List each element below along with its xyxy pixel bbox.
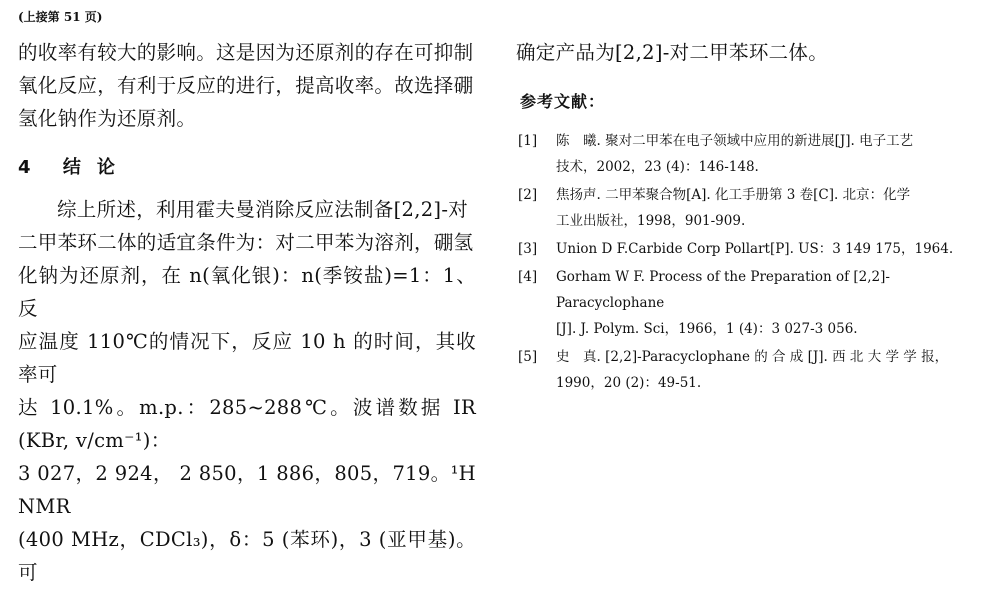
reference-item: [516, 128, 982, 180]
reference-number: [2]: [518, 187, 538, 203]
text-line: 确定产品为[2,2]-对二甲苯环二体。: [516, 41, 829, 64]
section-title: [63, 157, 131, 178]
paragraph-reducing-agent: [18, 36, 476, 135]
text-line: 3 027，2 924， 2 850，1 886，805，719。¹H NMR: [18, 462, 476, 518]
reference-line: 史 真. [2,2]-Paracyclophane 的 合 成 [J]. 西 北 大 学 学 报，: [556, 349, 949, 365]
references-list: [516, 128, 982, 396]
left-column: [18, 36, 476, 589]
section-title-char: 论: [96, 157, 117, 178]
paragraph-conclusion: [18, 193, 476, 589]
text-line: 二甲苯环二体的适宜条件为：对二甲苯为溶剂，硼氢: [18, 231, 474, 254]
text-line: 氧化反应，有利于反应的进行，提高收率。故选择硼: [18, 74, 474, 97]
reference-line: 陈 曦. 聚对二甲苯在电子领域中应用的新进展[J]. 电子工艺: [556, 133, 914, 149]
reference-line: 技术，2002，23 (4)：146-148.: [556, 159, 759, 175]
reference-number: [5]: [518, 349, 538, 365]
right-column: [516, 36, 982, 398]
reference-text: [556, 182, 982, 234]
section-heading-conclusion: [18, 153, 476, 179]
reference-line: 工业出版社，1998，901-909.: [556, 213, 746, 229]
reference-line: Union D F.Carbide Corp Pollart[P]. US：3 149 175，1964.: [556, 241, 954, 257]
reference-line: 1990，20 (2)：49-51.: [556, 375, 702, 391]
reference-number: [1]: [518, 133, 538, 149]
text-line: (400 MHz，CDCl₃)，δ：5 (苯环)，3 (亚甲基)。可: [18, 528, 476, 584]
reference-text: [556, 236, 982, 262]
reference-item: [516, 264, 982, 342]
references-heading: 参考文献：: [520, 92, 606, 111]
paragraph-product-confirmation: [516, 36, 982, 69]
text-line: 氢化钠作为还原剂。: [18, 107, 197, 130]
reference-number: [4]: [518, 269, 538, 285]
text-line: 达 10.1%。m.p.：285~288℃。波谱数据 IR (KBr, v/cm⁻¹)：: [18, 396, 476, 452]
continuation-note: (上接第 51 页): [18, 10, 103, 24]
reference-line: 焦扬声. 二甲苯聚合物[A]. 化工手册第 3 卷[C]. 北京：化学: [556, 187, 911, 203]
text-line: 的收率有较大的影响。这是因为还原剂的存在可抑制: [18, 41, 474, 64]
reference-item: [516, 182, 982, 234]
text-line: 综上所述，利用霍夫曼消除反应法制备[2,2]-对: [57, 198, 469, 221]
section-title-char: 结: [62, 157, 83, 178]
reference-text: [556, 344, 982, 396]
reference-number: [3]: [518, 241, 538, 257]
reference-line: [J]. J. Polym. Sci，1966，1 (4)：3 027-3 056.: [556, 321, 858, 337]
reference-text: [556, 128, 982, 180]
reference-text: [556, 264, 982, 342]
reference-line: Gorham W F. Process of the Preparation of [2,2]-Paracyclophane: [556, 269, 890, 311]
text-line: 应温度 110℃的情况下，反应 10 h 的时间，其收率可: [18, 330, 476, 386]
reference-item: [516, 236, 982, 262]
section-number: 4: [18, 157, 33, 178]
text-line: 化钠为还原剂，在 n(氧化银)：n(季铵盐)=1：1、反: [18, 264, 476, 320]
reference-item: [516, 344, 982, 396]
